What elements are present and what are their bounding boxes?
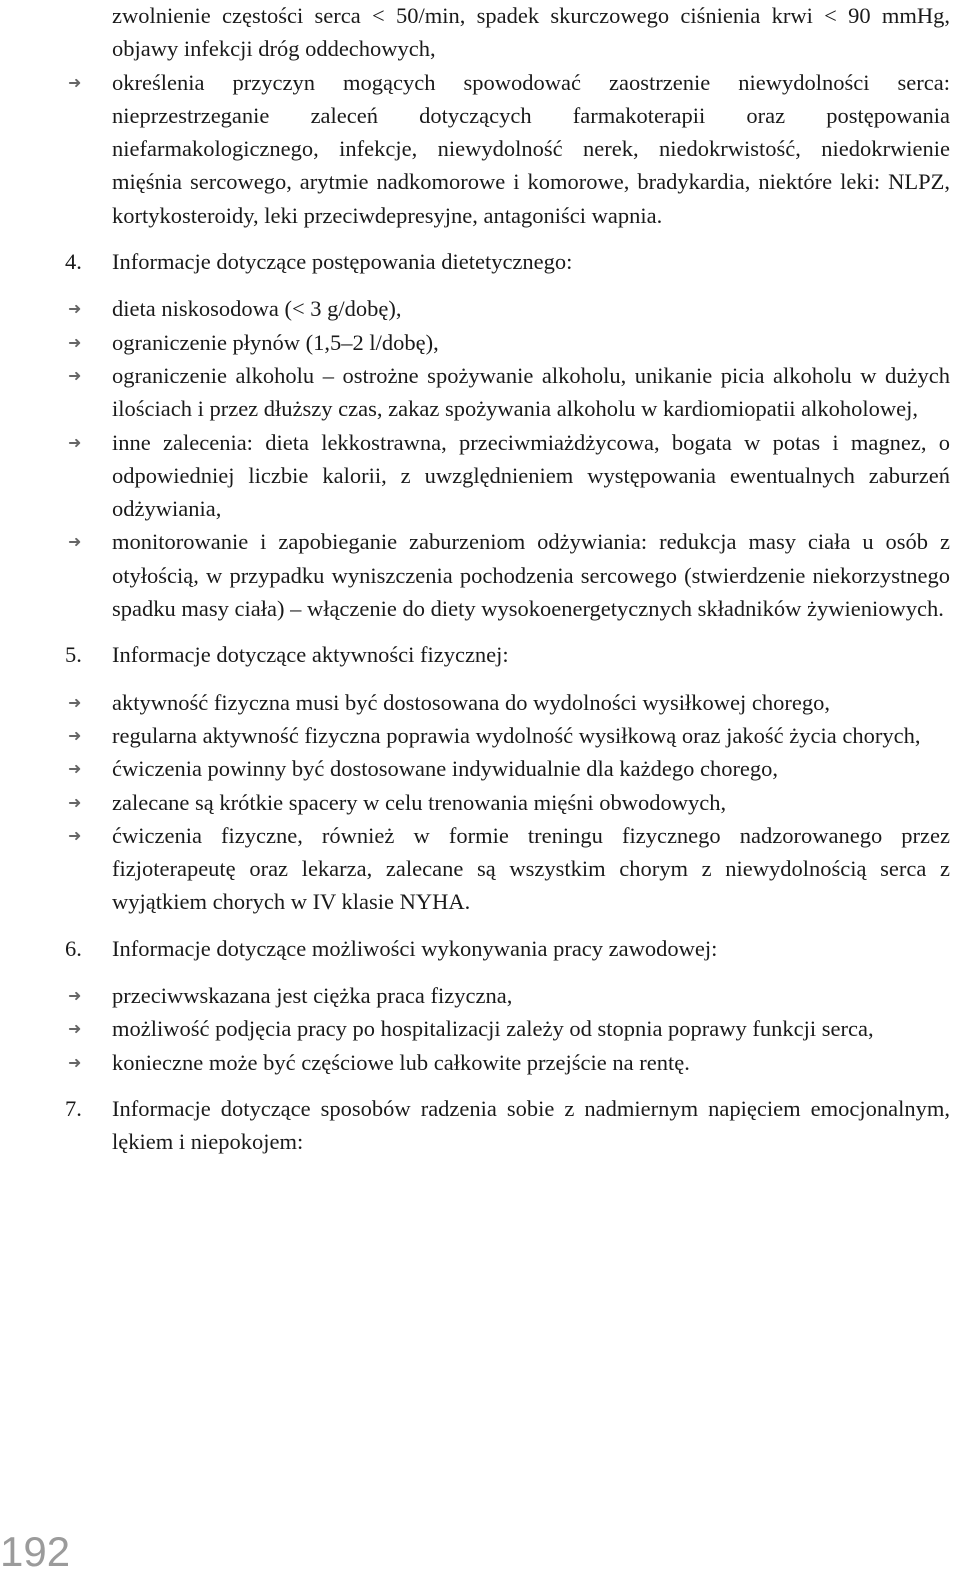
list-item-text: ograniczenie alkoholu – ostrożne spożywanie alkoholu, unikanie picia alkoholu w dużych ilościach i przez dłuższy czas, zakaz spożywania alkoholu w kardiomiopatii alkoholowej, bbox=[112, 362, 950, 422]
list-item bbox=[0, 66, 960, 232]
page-number: 192 bbox=[0, 1528, 71, 1575]
section-number: 4. bbox=[65, 249, 82, 275]
list-item-text: konieczne może być częściowe lub całkowite przejście na rentę. bbox=[112, 1049, 690, 1075]
list-item bbox=[0, 525, 960, 625]
list-item-text: ograniczenie płynów (1,5–2 l/dobę), bbox=[112, 329, 439, 355]
list-item-text: określenia przyczyn mogących spowodować zaostrzenie niewydolności serca: nieprzestrzeganie zaleceń dotyczących farmakoterapii oraz postępowania niefarmakologicznego, infekcje, niewydolność nerek, niedokrwistość, niedokrwienie mięśnia sercowego, arytmie nadkomorowe i komorowe, bradykardia, niektóre leki: NLPZ, kortykosteroidy, leki przeciwdepresyjne, antagoniści wapnia. bbox=[112, 69, 950, 228]
section-title: Informacje dotyczące aktywności fizycznej: bbox=[112, 642, 509, 668]
list-item-text: regularna aktywność fizyczna poprawia wydolność wysiłkową oraz jakość życia chorych, bbox=[112, 722, 921, 748]
arrow-bullet-icon: ➜ bbox=[68, 72, 82, 92]
list-item bbox=[0, 719, 960, 752]
arrow-bullet-icon: ➜ bbox=[68, 1019, 82, 1039]
arrow-bullet-icon: ➜ bbox=[68, 299, 82, 319]
list-item bbox=[0, 326, 960, 359]
list-item-text: dieta niskosodowa (< 3 g/dobę), bbox=[112, 296, 402, 322]
list-item bbox=[0, 426, 960, 526]
list-item-text: ćwiczenia fizyczne, również w formie treningu fizycznego nadzorowanego przez fizjoterapeutę oraz lekarza, zalecane są wszystkim chorym z niewydolnością serca z wyjątkiem chorych w IV klasie NYHA. bbox=[112, 822, 950, 915]
list-item-text: ćwiczenia powinny być dostosowane indywidualnie dla każdego chorego, bbox=[112, 756, 779, 782]
list-item bbox=[0, 1046, 960, 1079]
list-item-text: możliwość podjęcia pracy po hospitalizacji zależy od stopnia poprawy funkcji serca, bbox=[112, 1016, 874, 1042]
section-number: 6. bbox=[65, 935, 82, 961]
arrow-bullet-icon: ➜ bbox=[68, 825, 82, 845]
arrow-bullet-icon: ➜ bbox=[68, 792, 82, 812]
section-heading-4 bbox=[0, 245, 960, 278]
continuation-text: zwolnienie częstości serca < 50/min, spadek skurczowego ciśnienia krwi < 90 mmHg, objawy infekcji dróg oddechowych, bbox=[112, 3, 950, 62]
list-item-text: monitorowanie i zapobieganie zaburzeniom odżywiania: redukcja masy ciała u osób z otyłością, w przypadku wyniszczenia pochodzenia sercowego (stwierdzenie niekorzystnego spadku masy ciała) – włączenie do diety wysokoenergetycznych składników żywieniowych. bbox=[112, 529, 950, 622]
list-item bbox=[0, 686, 960, 719]
arrow-bullet-icon: ➜ bbox=[68, 692, 82, 712]
arrow-bullet-icon: ➜ bbox=[68, 759, 82, 779]
list-item bbox=[0, 819, 960, 919]
section-heading-7 bbox=[0, 1092, 960, 1159]
arrow-bullet-icon: ➜ bbox=[68, 365, 82, 385]
list-item bbox=[0, 1012, 960, 1045]
list-item bbox=[0, 292, 960, 325]
list-item bbox=[0, 359, 960, 426]
section-heading-5 bbox=[0, 638, 960, 671]
list-item-text: przeciwwskazana jest ciężka praca fizyczna, bbox=[112, 983, 513, 1009]
list-item bbox=[0, 752, 960, 785]
section-number: 7. bbox=[65, 1095, 82, 1121]
continuation-paragraph bbox=[0, 0, 960, 66]
arrow-bullet-icon: ➜ bbox=[68, 725, 82, 745]
arrow-bullet-icon: ➜ bbox=[68, 332, 82, 352]
arrow-bullet-icon: ➜ bbox=[68, 986, 82, 1006]
section-title: Informacje dotyczące postępowania dietetycznego: bbox=[112, 249, 573, 275]
section-title: Informacje dotyczące możliwości wykonywania pracy zawodowej: bbox=[112, 935, 718, 961]
arrow-bullet-icon: ➜ bbox=[68, 1052, 82, 1072]
section-number: 5. bbox=[65, 642, 82, 668]
list-item-text: zalecane są krótkie spacery w celu trenowania mięśni obwodowych, bbox=[112, 789, 727, 815]
arrow-bullet-icon: ➜ bbox=[68, 532, 82, 552]
list-item bbox=[0, 979, 960, 1012]
list-item-text: aktywność fizyczna musi być dostosowana do wydolności wysiłkowej chorego, bbox=[112, 689, 830, 715]
list-item bbox=[0, 786, 960, 819]
arrow-bullet-icon: ➜ bbox=[68, 432, 82, 452]
section-heading-6 bbox=[0, 932, 960, 965]
list-item-text: inne zalecenia: dieta lekkostrawna, przeciwmiażdżycowa, bogata w potas i magnez, o odpowiedniej liczbie kalorii, z uwzględnieniem występowania ewentualnych zaburzeń odżywiania, bbox=[112, 429, 950, 522]
section-title: Informacje dotyczące sposobów radzenia sobie z nadmiernym napięciem emocjonalnym, lękiem i niepokojem: bbox=[112, 1095, 950, 1155]
